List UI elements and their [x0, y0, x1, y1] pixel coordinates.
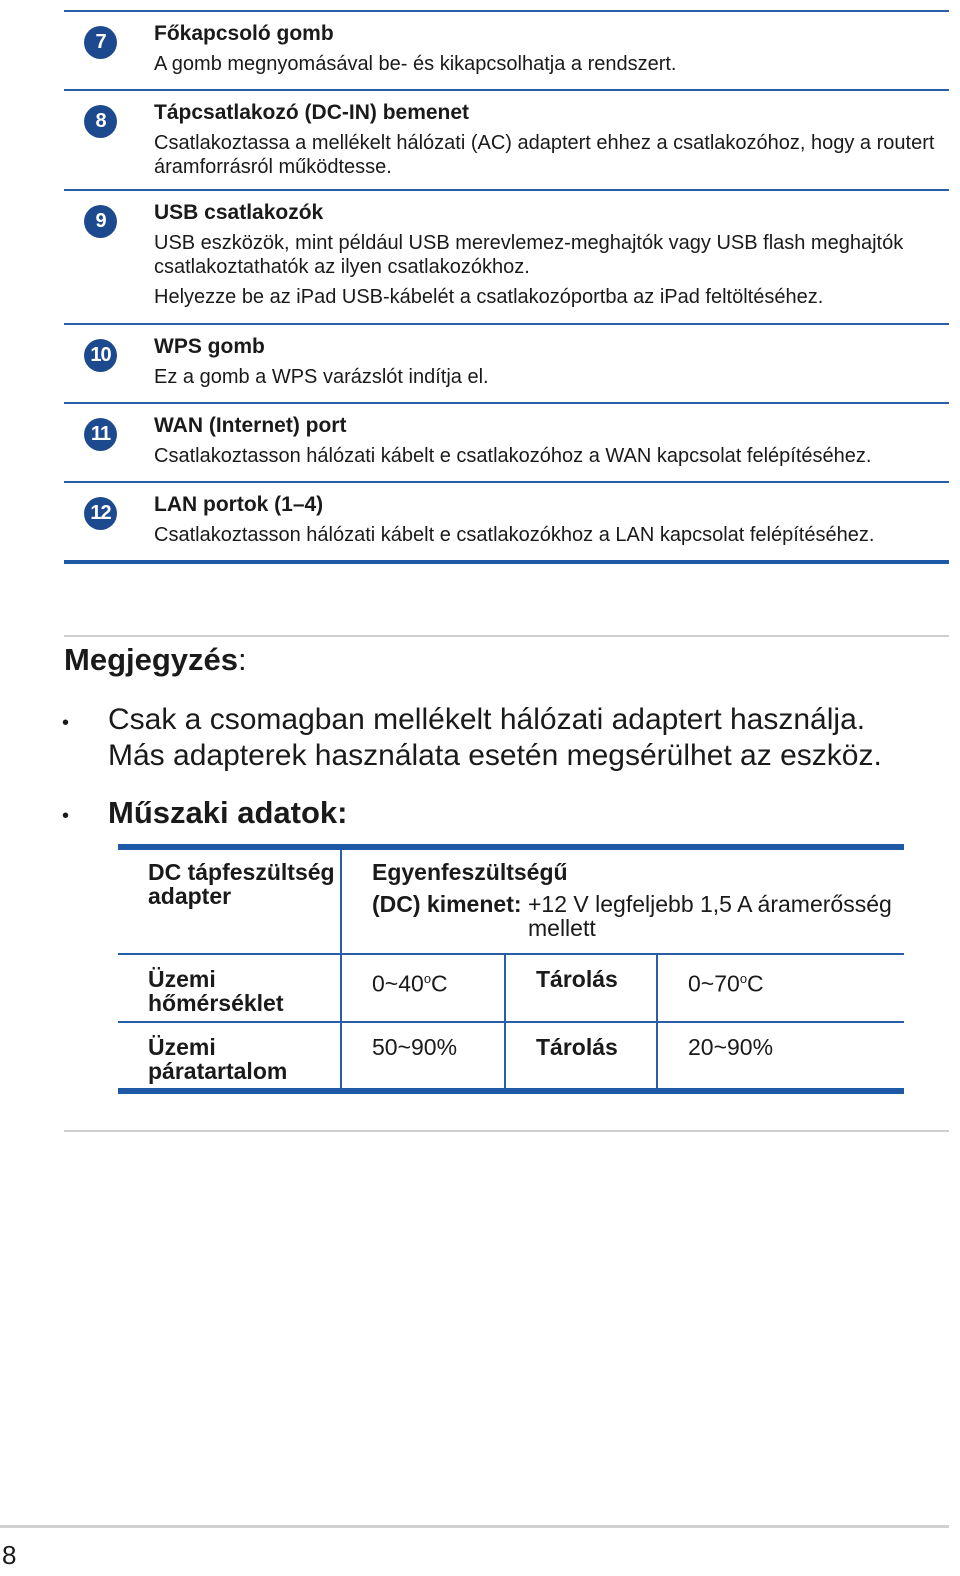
spec-label: DC tápfeszültség adapter	[148, 859, 335, 909]
item-description: Csatlakoztasson hálózati kábelt e csatlakozóhoz a WAN kapcsolat felépítéséhez.	[154, 445, 872, 467]
component-list	[64, 10, 949, 564]
number-badge: 11	[84, 418, 117, 451]
spec-value: +12 V legfeljebb 1,5 A áramerősség mellett	[528, 891, 892, 941]
spec-value: 50~90%	[372, 1034, 458, 1060]
item-title: LAN portok (1–4)	[154, 493, 324, 516]
page-number: 8	[2, 1540, 17, 1570]
note-heading-text: Megjegyzés	[64, 642, 239, 677]
table-column-divider	[340, 850, 342, 1088]
divider	[64, 560, 949, 564]
storage-value: 0~70$^o$C	[688, 970, 764, 997]
list-item	[64, 191, 949, 323]
item-description: Csatlakoztassa a mellékelt hálózati (AC) adaptert ehhez a csatlakozóhoz, hogy a routert áramforrásról működtesse.	[154, 132, 935, 178]
table-border	[118, 844, 904, 850]
item-title: WAN (Internet) port	[154, 414, 347, 437]
list-item	[64, 91, 949, 189]
spec-label: Üzemi páratartalom	[148, 1034, 288, 1084]
spec-value: 0~40$^o$C	[372, 970, 448, 997]
bullet-icon: •	[62, 805, 70, 827]
item-title: USB csatlakozók	[154, 201, 324, 224]
number-badge: 7	[84, 26, 117, 59]
number-badge: 8	[84, 105, 117, 138]
item-title: Tápcsatlakozó (DC-IN) bemenet	[154, 101, 470, 124]
footer-divider	[0, 1525, 949, 1528]
table-row-divider	[118, 953, 904, 955]
list-item	[64, 483, 949, 560]
number-badge: 9	[84, 205, 117, 238]
note-bullet-text: Csak a csomagban mellékelt hálózati adaptert használja. Más adapterek használata esetén megsérülhet az eszköz.	[108, 703, 882, 772]
list-item	[64, 325, 949, 402]
divider	[64, 1130, 949, 1132]
list-item	[64, 404, 949, 481]
item-description: USB eszközök, mint például USB merevlemez-meghajtók vagy USB flash meghajtók csatlakoztathatók az ilyen csatlakozókhoz.	[154, 232, 904, 278]
item-description-extra: Helyezze be az iPad USB-kábelét a csatlakozóportba az iPad feltöltéséhez.	[154, 286, 824, 308]
spec-label: Üzemi hőmérséklet	[148, 966, 284, 1016]
spec-value-title: Egyenfeszültségű	[372, 859, 568, 885]
item-description: Ez a gomb a WPS varázslót indítja el.	[154, 366, 489, 388]
storage-label: Tárolás	[536, 1034, 618, 1060]
table-border	[118, 1088, 904, 1094]
item-description: Csatlakoztasson hálózati kábelt e csatlakozókhoz a LAN kapcsolat felépítéséhez.	[154, 524, 875, 546]
specs-heading: Műszaki adatok:	[108, 795, 348, 830]
number-badge: 10	[84, 339, 117, 372]
table-column-divider	[504, 955, 506, 1088]
item-description: A gomb megnyomásával be- és kikapcsolhatja a rendszert.	[154, 53, 677, 75]
item-title: Főkapcsoló gomb	[154, 22, 334, 45]
spec-value-label: (DC) kimenet:	[372, 891, 522, 917]
list-item	[64, 12, 949, 89]
number-badge: 12	[84, 497, 117, 530]
storage-label: Tárolás	[536, 966, 618, 992]
bullet-icon: •	[62, 712, 70, 734]
table-row-divider	[118, 1021, 904, 1023]
divider	[64, 635, 949, 637]
item-title: WPS gomb	[154, 335, 265, 358]
specifications-table	[118, 844, 904, 1094]
storage-value: 20~90%	[688, 1034, 774, 1060]
note-heading-colon: :	[238, 642, 247, 677]
table-column-divider	[656, 955, 658, 1088]
note-heading	[64, 641, 247, 679]
